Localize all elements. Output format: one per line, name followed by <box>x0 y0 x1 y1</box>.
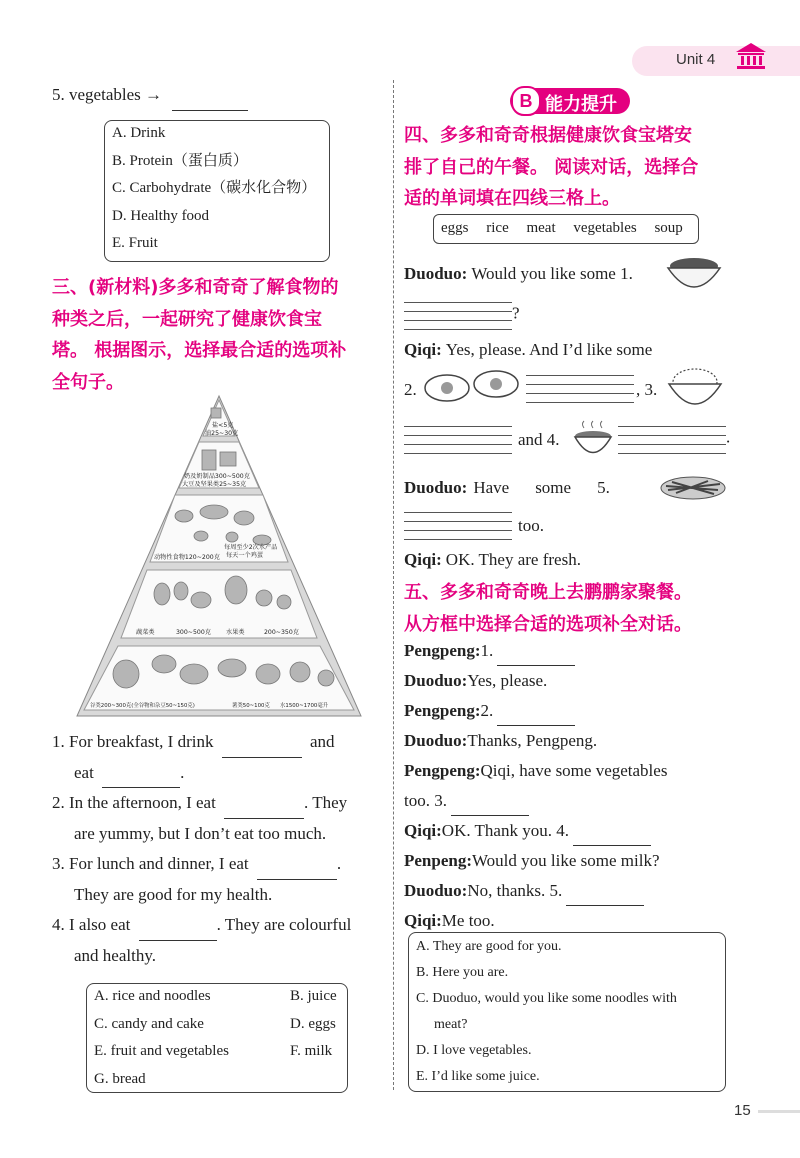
pyramid-label: 奶及奶制品300~500克 <box>184 473 250 480</box>
food-bowl-icon <box>664 254 724 294</box>
eggs-icon <box>422 368 522 404</box>
q1-blank-2[interactable] <box>102 770 180 788</box>
q4-blank[interactable] <box>139 923 217 941</box>
word: eggs <box>441 220 469 236</box>
building-icon <box>734 41 768 71</box>
pyramid-label: 200~350克 <box>264 629 299 636</box>
section-4-heading: 四、多多和奇奇根据健康饮食宝塔安 排了自己的午餐。 阅读对话，选择合 适的单词填在四线三格上。 <box>404 125 699 209</box>
dialog-line: Pengpeng:1. <box>404 636 734 666</box>
blank-4-writing-lines[interactable]: . <box>618 424 730 454</box>
option: meat? <box>434 1017 468 1032</box>
option: D. Healthy food <box>112 207 210 224</box>
option: D. I love vegetables. <box>416 1043 532 1058</box>
word: vegetables <box>573 220 637 236</box>
food-pyramid-image <box>74 394 364 718</box>
section-3-heading: 三、(新材料)多多和奇奇了解食物的 种类之后，一起研究了健康饮食宝 塔。 根据图示，选择最合适的选项补 全句子。 <box>52 277 347 393</box>
dialog5-blank-4[interactable] <box>573 829 651 846</box>
pyramid-label: 薯类50~100克 <box>232 703 270 709</box>
option: A. Drink <box>112 125 166 141</box>
vegetables-icon <box>658 472 728 502</box>
question-1: 1. For breakfast, I drink and eat . 2. In the afternoon, I eat . They are yummy, but I don’t eat too much. 3. For lunch and dinner, I eat . They are good for my health. 4. I also eat . They are colourful and healthy. <box>52 732 352 965</box>
blank-4-number: and 4. <box>518 430 560 449</box>
q2-blank[interactable] <box>224 801 304 819</box>
pyramid-label: 动物性食物120~200克 <box>154 554 220 561</box>
q3-blank[interactable] <box>257 862 337 880</box>
pyramid-label: 每天一个鸡蛋 <box>226 552 264 559</box>
word-box-list <box>441 220 683 237</box>
option: B. Here you are. <box>416 965 509 980</box>
option: E. Fruit <box>112 235 158 251</box>
item-5-text: 5. vegetables → <box>52 85 162 104</box>
pyramid-label: 蔬菜类 <box>136 629 155 636</box>
dialog4-line2: Qiqi: Yes, please. And I’d like some <box>404 340 653 359</box>
page-number-rule <box>758 1110 800 1113</box>
option: C. Carbohydrate（碳水化合物） <box>112 180 317 196</box>
blank-2-writing-lines[interactable] <box>526 373 634 403</box>
blank-3-writing-lines[interactable] <box>404 424 512 454</box>
dialog4-line4: Qiqi: OK. They are fresh. <box>404 550 581 569</box>
dialog-line: Duoduo:Thanks, Pengpeng. <box>404 731 598 750</box>
dialog-line: Duoduo:No, thanks. 5. <box>404 876 734 906</box>
pyramid-label: 水果类 <box>226 629 245 636</box>
options-box-2-list: A. rice and noodles B. juice C. candy and cake D. eggs E. fruit and vegetables F. milk G. bread <box>94 988 337 1087</box>
dialog5-blank-1[interactable] <box>497 649 575 666</box>
dialog5-blank-3[interactable] <box>451 799 529 816</box>
item-5 <box>52 80 248 111</box>
dialog-line: Duoduo:Yes, please. <box>404 671 548 690</box>
pyramid-label: 盐<5克 <box>212 422 234 429</box>
q1-blank-1[interactable] <box>222 740 302 758</box>
word: meat <box>526 220 556 236</box>
pyramid-label: 300~500克 <box>176 629 211 636</box>
dialog4-line1: Duoduo: Would you like some 1. <box>404 264 633 283</box>
soup-bowl-icon <box>572 420 614 462</box>
word: rice <box>486 220 509 236</box>
unit-tab <box>632 46 800 76</box>
page-number: 15 <box>734 1102 751 1119</box>
unit-label: Unit 4 <box>676 51 716 68</box>
pyramid-label: 每周至少2次水产品 <box>224 544 278 551</box>
option: A. They are good for you. <box>416 939 562 954</box>
dialog-line: Pengpeng:2. <box>404 696 734 726</box>
dialog-line: Qiqi:OK. Thank you. 4. <box>404 816 734 846</box>
dialog4-line3: Duoduo: Have some 5. <box>404 478 610 497</box>
dialog-line: Qiqi:Me too. <box>404 911 495 930</box>
option: B. Protein（蛋白质） <box>112 152 248 169</box>
pyramid-label: 水1500~1700毫升 <box>280 703 329 709</box>
option: E. I’d like some juice. <box>416 1069 540 1084</box>
pyramid-label: 油25~30克 <box>205 430 239 437</box>
blank-5-writing-lines[interactable] <box>404 510 512 540</box>
option: C. Duoduo, would you like some noodles with <box>416 991 677 1006</box>
pyramid-label: 大豆及坚果类25~35克 <box>182 481 247 488</box>
badge-text: 能力提升 <box>545 94 617 115</box>
options-box-1-list <box>112 120 316 258</box>
options-box-3-list <box>416 934 677 1090</box>
rice-bowl-icon <box>666 366 724 412</box>
dialog5-blank-5[interactable] <box>566 889 644 906</box>
dialog-5 <box>404 636 734 936</box>
badge-letter: B <box>511 86 541 116</box>
word: soup <box>654 220 683 236</box>
blank-3-number: , 3. <box>636 380 658 399</box>
dialog5-blank-2[interactable] <box>497 709 575 726</box>
section-5-heading: 五、多多和奇奇晚上去鹏鹏家聚餐。 从方框中选择合适的选项补全对话。 <box>404 582 692 635</box>
blank-2-number: 2. <box>404 380 417 399</box>
too-text: too. <box>518 516 544 535</box>
dialog-line: too. 3. <box>404 786 734 816</box>
pyramid-label: 谷类200~300克(全谷物和杂豆50~150克) <box>90 703 195 709</box>
dialog-line: Pengpeng:Qiqi, have some vegetables <box>404 761 668 780</box>
column-divider <box>393 80 394 1090</box>
blank-1-writing-lines[interactable]: ? <box>404 300 520 330</box>
item-5-blank[interactable] <box>172 93 248 111</box>
dialog-line: Penpeng:Would you like some milk? <box>404 851 660 870</box>
